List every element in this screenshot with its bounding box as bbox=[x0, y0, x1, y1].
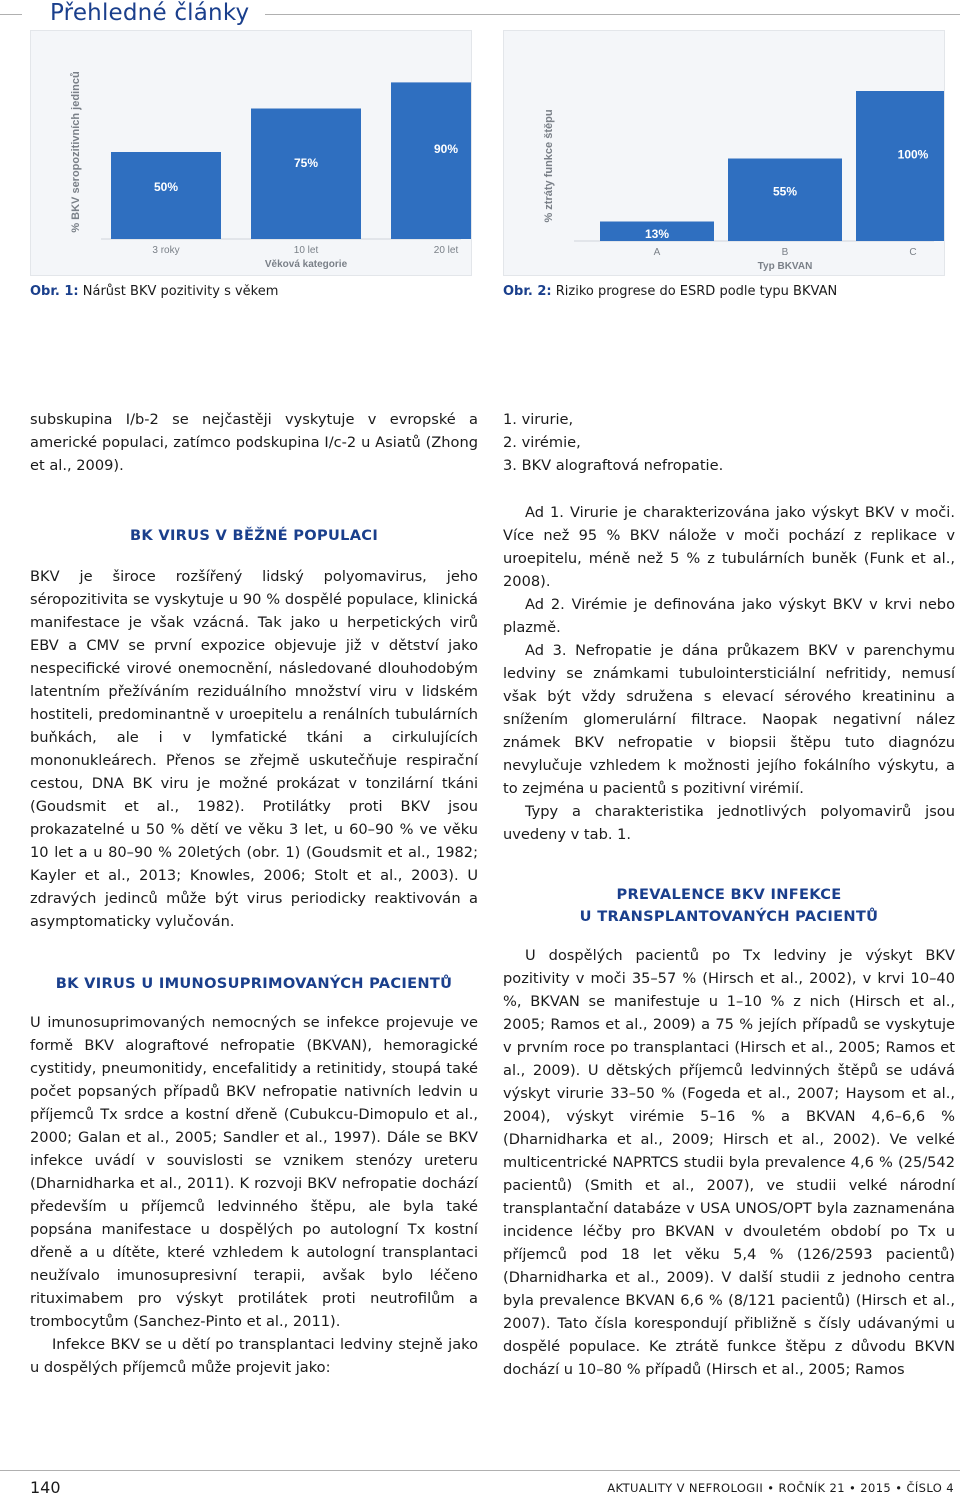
y-axis-label: % ztráty funkce štěpu bbox=[543, 109, 555, 223]
bar-3 roky bbox=[111, 152, 221, 239]
figure-1-caption-text: Nárůst BKV pozitivity s věkem bbox=[78, 284, 279, 299]
paragraph-polyomavirus-types: Typy a charakteristika jednotlivých polyomavirů jsou uvedeny v tab. 1. bbox=[503, 803, 955, 843]
x-axis-label: Typ BKVAN bbox=[757, 261, 813, 272]
figure-2-chart bbox=[504, 31, 944, 275]
list-item: 3. BKV alograftová nefropatie. bbox=[503, 457, 724, 474]
journal-footer: AKTUALITY V NEFROLOGII • ROČNÍK 21 • 2015 • ČÍSLO 4 bbox=[607, 1481, 954, 1495]
x-tick-label: C bbox=[909, 247, 917, 258]
bar-value-label: 100% bbox=[897, 147, 929, 162]
paragraph-ad3: Ad 3. Nefropatie je dána průkazem BKV v parenchymu ledviny se známkami tubulointersticiální nefritidy, nemusí však být vždy sdružena s elevací sérového kreatininu a snížením glomerulární filtrace. Naopak negativní nález známek BKV nefropatie v biopsii štěpu tuto diagnózu nevylučuje vzhledem k možnosti jejího fokálního výskytu, a to zejména u pacientů s pozitivní virémií. bbox=[503, 642, 955, 797]
paragraph-common-population: BKV je široce rozšířený lidský polyomavirus, jeho séropozitivita se vyskytuje u 90 % dospělé populace, klinická manifestace je však vzácná. Tak jako u herpetických virů EBV a CMV se první expozice objevuje již v dětství jako nespecifické virové onemocnění, následované dlouhodobým latentním přežíváním reziduálního množství viru v lidském hostiteli, predominantně v uroepitelu a renálních tubulárních buňkách, ale i v lymfatické tkáni a cirkulujících mononukleárech. Přenos se zřejmě uskutečňuje respirační cestou, DNA BK viru je možné prokázat v tonzilární tkáni (Goudsmit et al., 1982). Protilátky proti BKV jsou prokazatelné u 50 % dětí ve věku 3 let, u 60–90 % ve věku 10 let a u 80–90 % 20letých (obr. 1) (Goudsmit et al., 1982; Kayler et al., 2013; Knowles, 2006; Stolt et al., 2003). U zdravých jedinců může být virus periodicky reaktivován a asymptomaticky vylučován. bbox=[30, 568, 478, 930]
figure-1 bbox=[30, 30, 472, 276]
bar-value-label: 75% bbox=[293, 156, 319, 171]
x-tick-label: 3 roky bbox=[152, 245, 180, 256]
paragraph-ad1: Ad 1. Virurie je charakterizována jako výskyt BKV v moči. Více než 95 % BKV nálože v moči pochází z replikace v uroepitelu, méně než 5 % z tubulárních buněk (Funk et al., 2008). bbox=[503, 504, 955, 590]
bar-value-label: 90% bbox=[433, 141, 459, 156]
page-number: 140 bbox=[30, 1478, 61, 1497]
paragraph-children: Infekce BKV se u dětí po transplantaci ledviny stejně jako u dospělých příjemců může projevit jako: bbox=[30, 1336, 478, 1376]
header-rule bbox=[265, 14, 960, 15]
left-column bbox=[30, 408, 478, 1379]
right-column bbox=[503, 408, 955, 1381]
x-tick-label: 10 let bbox=[293, 245, 319, 256]
x-axis-label: Věková kategorie bbox=[264, 259, 348, 270]
section-heading-prevalence-line2: U TRANSPLANTOVANÝCH PACIENTŮ bbox=[579, 908, 879, 925]
bar-value-label: 13% bbox=[644, 227, 670, 241]
section-heading-common-population: BK VIRUS V BĚŽNÉ POPULACI bbox=[129, 527, 379, 544]
section-heading-prevalence-line1: PREVALENCE BKV INFEKCE bbox=[616, 886, 842, 903]
paragraph-immunosuppressed: U imunosuprimovaných nemocných se infekce projevuje ve formě BKV alograftové nefropatie (BKVAN), hemoragické cystitidy, pneumonitidy, encefalitidy a retinitidy, stoupá také počet popsaných případů BKV nefropatie nativních ledvin u příjemců Tx srdce a kostní dřeně (Cubukcu-Dimopulo et al., 2000; Galan et al., 2005; Sandler et al., 1997). Dále se BKV infekce uvádí v souvislosti se vznikem stenózy ureteru (Dharnidharka et al., 2011). K rozvoji BKV nefropatie dochází především u příjemců ledvinného štěpu, ale byla také popsána manifestace u dospělých po autologní Tx kostní dřeně a u dítěte, které vzhledem k autologní transplantaci neužívalo imunosupresivní terapii, avšak bylo léčeno rituximabem pro výskyt protilátek proti neutrofilům a trombocytům (Sanchez-Pinto et al., 2011). bbox=[30, 1014, 478, 1330]
bar-value-label: 55% bbox=[772, 184, 798, 199]
x-tick-label: 20 let bbox=[433, 245, 459, 256]
figure-1-caption bbox=[30, 284, 278, 299]
x-tick-label: A bbox=[653, 247, 661, 258]
intro-paragraph: subskupina I/b-2 se nejčastěji vyskytuje v evropské a americké populaci, zatímco podskupina I/c-2 u Asiatů (Zhong et al., 2009). bbox=[30, 411, 478, 474]
y-axis-label: % BKV seropozitivních jedinců bbox=[70, 71, 82, 233]
bar-value-label: 50% bbox=[153, 180, 179, 195]
header-corner-line bbox=[0, 14, 22, 15]
paragraph-ad2: Ad 2. Virémie je definována jako výskyt BKV v krvi nebo plazmě. bbox=[503, 596, 955, 636]
manifestation-list bbox=[503, 408, 955, 477]
bar-10 let bbox=[251, 109, 361, 240]
figure-1-chart bbox=[31, 31, 471, 275]
bar-20 let bbox=[391, 82, 471, 239]
figure-2 bbox=[503, 30, 945, 276]
footer-rule bbox=[0, 1470, 960, 1471]
page-header-title: Přehledné články bbox=[50, 0, 250, 26]
figure-1-caption-label: Obr. 1: bbox=[30, 284, 79, 299]
figure-2-caption-label: Obr. 2: bbox=[503, 284, 552, 299]
section-heading-immunosuppressed: BK VIRUS U IMUNOSUPRIMOVANÝCH PACIENTŮ bbox=[55, 975, 453, 992]
paragraph-prevalence: U dospělých pacientů po Tx ledviny je výskyt BKV pozitivity v moči 35–57 % (Hirsch et al., 2002), v krvi 10–40 %, BKVAN se manifestuje u 1–10 % z nich (Hirsch et al., 2005; Ramos et al., 2009) a 75 % jejích případů se vyskytuje v prvním roce po transplantaci (Hirsch et al., 2005; Ramos et al., 2009). U dětských příjemců ledvinných štěpů se udává výskyt virurie 33–50 % (Fogeda et al., 2007; Haysom et al., 2004), výskyt virémie 5–16 % a BKVAN 4,6–6,6 % (Dharnidharka et al., 2009; Hirsch et al., 2002). Ve velké multicentrické NAPRTCS studii byla prevalence 4,6 % (25/542 pacientů) (Smith et al., 2007), ve studii velké národní transplantační databáze v USA UNOS/OPT byla zaznamenána incidence léčby pro BKVAN v dvouletém období po Tx u příjemců pod 18 let věku 5,4 % (126/2593 pacientů) (Dharnidharka et al., 2009). V další studii z jednoho centra byla prevalence BKVAN 6,6 % (8/121 pacientů) (Hirsch et al., 2007). Tato čísla korespondují přibližně s čísly udávanými u dospělé populace. Ke ztrátě funkce štěpu z důvodu BKVN dochází u 10–80 % případů (Hirsch et al., 2005; Ramos bbox=[503, 947, 955, 1378]
bar-C bbox=[856, 91, 944, 241]
figure-2-caption-text: Riziko progrese do ESRD podle typu BKVAN bbox=[551, 284, 838, 299]
list-item: 1. virurie, bbox=[503, 411, 574, 428]
bar-B bbox=[728, 159, 842, 242]
figure-2-caption bbox=[503, 284, 837, 299]
x-tick-label: B bbox=[781, 247, 789, 258]
list-item: 2. virémie, bbox=[503, 434, 581, 451]
